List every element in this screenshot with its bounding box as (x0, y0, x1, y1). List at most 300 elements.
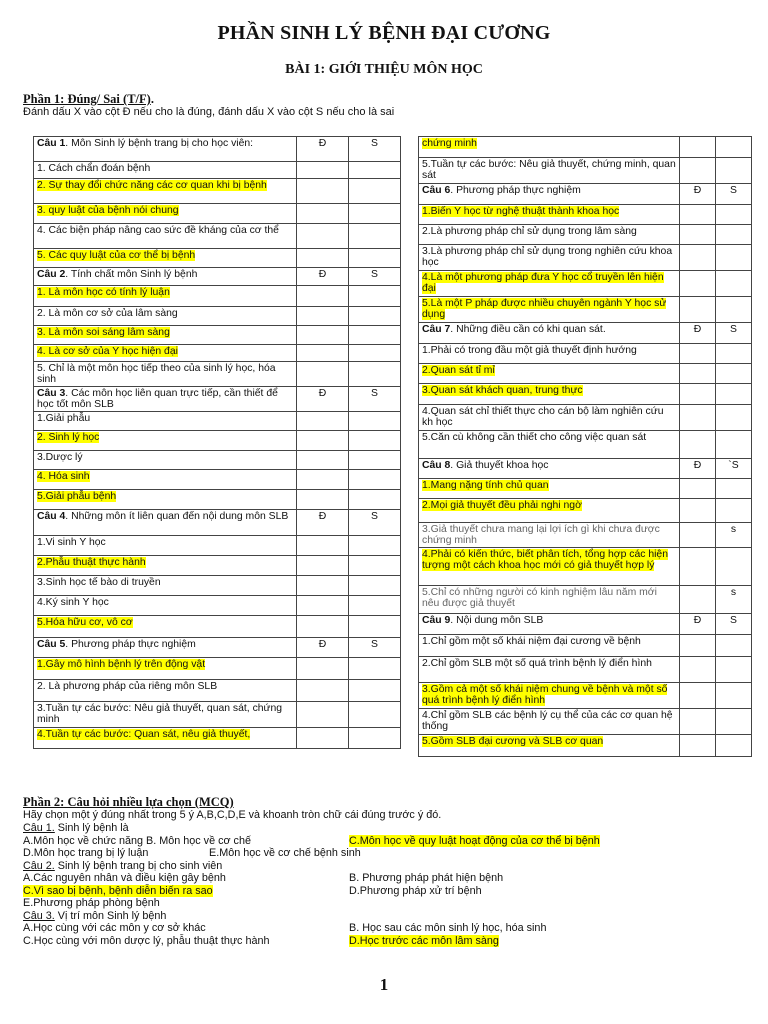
mcq-option[interactable] (349, 872, 503, 884)
false-answer-cell[interactable] (716, 499, 752, 523)
mcq-option[interactable] (349, 835, 600, 847)
false-answer-cell[interactable] (716, 431, 752, 459)
false-answer-cell[interactable] (716, 635, 752, 657)
false-answer-cell[interactable] (349, 616, 401, 638)
true-answer-cell[interactable] (680, 735, 716, 757)
true-answer-cell[interactable] (297, 680, 349, 702)
mcq-option-text: B. Học sau các môn sinh lý học, hóa sinh (349, 922, 547, 934)
question-label: Câu 9 (422, 615, 451, 626)
statement-text: 4.Phải có kiến thức, biết phân tích, tổng hợp các hiện tượng một cách khoa học mới có giả thuyết hợp lý (422, 549, 668, 571)
false-answer-cell[interactable] (716, 205, 752, 225)
false-answer-cell[interactable] (716, 271, 752, 297)
statement-row (419, 479, 752, 499)
statement-text: 3.Quan sát khách quan, trung thực (422, 385, 583, 396)
statement-cell (419, 635, 680, 657)
false-answer-cell[interactable] (349, 490, 401, 510)
mcq-option-text: D.Môn học trang bị lý luận (23, 847, 149, 859)
true-answer-cell[interactable] (297, 204, 349, 224)
false-answer-cell[interactable] (349, 204, 401, 224)
question-label: Câu 8 (422, 460, 451, 471)
statement-text: 2. Sự thay đổi chức năng các cơ quan khi bị bệnh (37, 180, 267, 191)
page-title: PHẦN SINH LÝ BỆNH ĐẠI CƯƠNG (217, 22, 551, 44)
true-answer-cell[interactable] (680, 635, 716, 657)
question-label: Câu 5 (37, 639, 66, 650)
statement-row (419, 245, 752, 271)
true-answer-cell[interactable] (680, 499, 716, 523)
false-answer-cell[interactable]: s (716, 586, 752, 614)
statement-cell (419, 158, 680, 184)
statement-row (34, 362, 401, 387)
statement-row (34, 326, 401, 345)
statement-cell (419, 384, 680, 405)
true-answer-cell[interactable] (680, 709, 716, 735)
part1-heading (23, 92, 154, 107)
statement-row (34, 286, 401, 307)
true-column-header: Đ (680, 323, 716, 344)
statement-cell (419, 225, 680, 245)
true-answer-cell[interactable] (297, 345, 349, 362)
statement-text: 2.Là phương pháp chỉ sử dụng trong lâm sàng (422, 226, 637, 237)
false-answer-cell[interactable] (716, 735, 752, 757)
statement-text: chứng minh (422, 138, 477, 149)
question-text: . Giả thuyết khoa học (450, 460, 549, 471)
true-answer-cell[interactable] (297, 702, 349, 728)
statement-row (419, 405, 752, 431)
statement-cell (34, 268, 297, 286)
false-answer-cell[interactable] (716, 657, 752, 683)
statement-cell (34, 490, 297, 510)
true-answer-cell[interactable] (297, 412, 349, 431)
statement-cell (419, 657, 680, 683)
statement-text: 3. Là môn soi sáng lâm sàng (37, 327, 170, 338)
false-column-header: S (716, 614, 752, 635)
statement-cell (34, 137, 297, 162)
true-answer-cell[interactable] (680, 271, 716, 297)
true-column-header: Đ (297, 387, 349, 412)
statement-cell (419, 323, 680, 344)
statement-cell (419, 431, 680, 459)
false-answer-cell[interactable] (349, 728, 401, 749)
statement-row (419, 344, 752, 364)
statement-text: 1.Phải có trong đầu một giả thuyết định hướng (422, 345, 637, 356)
mcq-option-text: C.Vì sao bị bệnh, bệnh diễn biến ra sao (23, 884, 213, 897)
true-answer-cell[interactable] (297, 179, 349, 204)
part2-instruction: Hãy chọn một ý đúng nhất trong 5 ý A,B,C,D,E và khoanh tròn chữ cái đúng trước ý đó. (23, 809, 442, 821)
statement-cell (34, 638, 297, 658)
question-header-row (419, 614, 752, 635)
statement-text: 1.Chỉ gồm một số khái niệm đại cương về bệnh (422, 636, 641, 647)
false-answer-cell[interactable] (349, 286, 401, 307)
statement-text: 5.Là một P pháp được nhiều chuyên ngành Y học sử dụng (422, 298, 667, 320)
true-answer-cell[interactable] (680, 245, 716, 271)
statement-cell (419, 271, 680, 297)
true-answer-cell[interactable] (680, 523, 716, 548)
false-answer-cell[interactable] (349, 658, 401, 680)
true-answer-cell[interactable] (680, 479, 716, 499)
true-answer-cell[interactable] (297, 658, 349, 680)
true-answer-cell[interactable] (680, 548, 716, 586)
mcq-question-text: Sinh lý bệnh trang bị cho sinh viên (54, 859, 223, 872)
false-column-header: S (716, 323, 752, 344)
statement-cell (34, 510, 297, 536)
false-answer-cell[interactable] (349, 680, 401, 702)
statement-row (34, 162, 401, 179)
mcq-option[interactable] (23, 935, 269, 947)
statement-text: 2.Phẫu thuật thực hành (37, 557, 146, 568)
statement-cell (419, 405, 680, 431)
false-answer-cell[interactable] (716, 137, 752, 158)
false-answer-cell[interactable]: s (716, 523, 752, 548)
false-answer-cell[interactable] (716, 158, 752, 184)
statement-text: 3. quy luật của bệnh nói chung (37, 205, 179, 216)
statement-row (419, 137, 752, 158)
statement-text: 5.Giải phẫu bệnh (37, 491, 117, 502)
false-column-header: S (349, 510, 401, 536)
part1-heading-tail: . (150, 92, 154, 106)
false-answer-cell[interactable] (716, 384, 752, 405)
question-header-row (419, 323, 752, 344)
true-answer-cell[interactable] (680, 137, 716, 158)
statement-row (419, 548, 752, 586)
statement-cell (34, 307, 297, 326)
statement-cell (419, 735, 680, 757)
statement-cell (419, 479, 680, 499)
mcq-question-stem (23, 910, 166, 922)
true-answer-cell[interactable] (680, 384, 716, 405)
statement-cell (34, 412, 297, 431)
mcq-option-text: A.Môn học về chức năng B. Môn học về cơ chế (23, 834, 251, 847)
statement-cell (419, 586, 680, 614)
true-column-header: Đ (680, 614, 716, 635)
mcq-question-text: Sinh lý bệnh là (54, 822, 129, 834)
statement-cell (419, 245, 680, 271)
statement-text: 4.Chỉ gồm SLB các bệnh lý cụ thể của các cơ quan hệ thống (422, 710, 673, 732)
statement-cell (34, 536, 297, 556)
statement-text: 5.Chỉ có những người có kinh nghiệm lâu năm mới nêu được giả thuyết (422, 587, 657, 609)
false-answer-cell[interactable] (349, 556, 401, 576)
mcq-option-text: E.Môn học về cơ chế bệnh sinh (209, 847, 361, 859)
statement-row (419, 709, 752, 735)
statement-cell (34, 596, 297, 616)
true-answer-cell[interactable] (680, 431, 716, 459)
statement-row (419, 586, 752, 614)
mcq-option[interactable] (349, 922, 546, 934)
statement-cell (34, 702, 297, 728)
statement-row (34, 702, 401, 728)
false-answer-cell[interactable] (349, 345, 401, 362)
mcq-question-stem (23, 860, 222, 872)
true-answer-cell[interactable] (297, 362, 349, 387)
true-answer-cell[interactable] (297, 224, 349, 249)
statement-cell (419, 683, 680, 709)
statement-cell (34, 224, 297, 249)
statement-text: 5. Chỉ là một môn học tiếp theo của sinh lý học, hóa sinh (37, 363, 276, 385)
true-answer-cell[interactable] (297, 249, 349, 268)
false-answer-cell[interactable] (349, 576, 401, 596)
statement-text: 3.Giả thuyết chưa mang lại lợi ích gì khi chưa được chứng minh (422, 524, 660, 546)
false-answer-cell[interactable] (349, 249, 401, 268)
part2-heading-text: Phần 2: Câu hỏi nhiều lựa chọn (MCQ) (23, 795, 234, 809)
statement-cell (419, 459, 680, 479)
true-answer-cell[interactable] (680, 344, 716, 364)
statement-row (34, 249, 401, 268)
false-answer-cell[interactable] (716, 225, 752, 245)
mcq-question-text: Vị trí môn Sinh lý bệnh (54, 909, 167, 922)
true-answer-cell[interactable] (297, 162, 349, 179)
statement-cell (34, 204, 297, 224)
statement-text: 3.Dược lý (37, 452, 83, 463)
statement-cell (419, 297, 680, 323)
part2-heading (23, 795, 234, 810)
true-column-header: Đ (297, 638, 349, 658)
statement-text: 4. Hóa sinh (37, 471, 90, 482)
question-label: Câu 7 (422, 324, 451, 335)
question-text: . Phương pháp thực nghiệm (65, 639, 196, 650)
false-answer-cell[interactable] (349, 431, 401, 451)
false-answer-cell[interactable] (349, 326, 401, 345)
mcq-question-label: Câu 1. (23, 822, 55, 834)
statement-cell (419, 614, 680, 635)
true-answer-cell[interactable] (680, 657, 716, 683)
mcq-option[interactable] (23, 897, 160, 909)
true-answer-cell[interactable] (297, 307, 349, 326)
statement-cell (34, 728, 297, 749)
statement-row (34, 490, 401, 510)
statement-cell (34, 451, 297, 470)
statement-cell (419, 523, 680, 548)
false-answer-cell[interactable] (716, 548, 752, 586)
statement-cell (34, 387, 297, 412)
false-answer-cell[interactable] (349, 362, 401, 387)
statement-row (34, 556, 401, 576)
true-answer-cell[interactable] (680, 364, 716, 384)
statement-row (34, 728, 401, 749)
statement-row (419, 431, 752, 459)
mcq-option[interactable] (23, 847, 148, 859)
true-answer-cell[interactable] (297, 286, 349, 307)
question-label: Câu 1 (37, 138, 66, 149)
statement-text: 5. Các quy luật của cơ thể bị bệnh (37, 250, 196, 261)
statement-row (34, 345, 401, 362)
statement-cell (419, 499, 680, 523)
statement-text: 4. Các biện pháp nâng cao sức đề kháng của cơ thể (37, 225, 279, 236)
statement-text: 3.Tuần tự các bước: Nêu giả thuyết, quan sát, chứng minh (37, 703, 283, 725)
statement-row (34, 431, 401, 451)
statement-row (419, 499, 752, 523)
statement-cell (419, 205, 680, 225)
false-answer-cell[interactable] (349, 179, 401, 204)
true-answer-cell[interactable] (680, 405, 716, 431)
statement-row (34, 224, 401, 249)
false-column-header: S (349, 137, 401, 162)
true-answer-cell[interactable] (297, 451, 349, 470)
true-column-header: Đ (297, 137, 349, 162)
true-answer-cell[interactable] (297, 616, 349, 638)
statement-cell (34, 576, 297, 596)
true-column-header: Đ (297, 268, 349, 286)
false-answer-cell[interactable] (349, 470, 401, 490)
false-answer-cell[interactable] (349, 307, 401, 326)
statement-cell (34, 345, 297, 362)
question-label: Câu 3 (37, 388, 66, 399)
false-answer-cell[interactable] (349, 162, 401, 179)
statement-row (34, 536, 401, 556)
statement-cell (34, 249, 297, 268)
statement-row (419, 205, 752, 225)
statement-text: 2. Là phương pháp của riêng môn SLB (37, 681, 218, 692)
question-header-row (34, 268, 401, 286)
false-column-header: S (349, 268, 401, 286)
question-header-row (34, 387, 401, 412)
mcq-option-text: C.Học cùng với môn dược lý, phẫu thuật thực hành (23, 934, 270, 947)
question-text: . Môn Sinh lý bệnh trang bị cho học viên: (65, 138, 254, 149)
false-answer-cell[interactable] (349, 451, 401, 470)
question-header-row (419, 459, 752, 479)
false-answer-cell[interactable] (716, 364, 752, 384)
false-column-header: `S (716, 459, 752, 479)
statement-text: 3.Sinh học tế bào di truyền (37, 577, 161, 588)
mcq-option-text: A.Các nguyên nhân và điều kiện gây bệnh (23, 872, 226, 884)
true-column-header: Đ (680, 184, 716, 205)
mcq-question-label: Câu 2. (23, 859, 55, 872)
part1-heading-text: Phần 1: Đúng/ Sai (T/F) (23, 92, 151, 106)
false-answer-cell[interactable] (716, 683, 752, 709)
question-text: . Phương pháp thực nghiệm (450, 185, 581, 196)
statement-text: 5.Tuần tự các bước: Nêu giả thuyết, chứng minh, quan sát (422, 159, 676, 181)
statement-row (419, 635, 752, 657)
statement-cell (34, 162, 297, 179)
statement-text: 1. Là môn học có tính lý luận (37, 287, 170, 298)
true-answer-cell[interactable] (680, 225, 716, 245)
statement-row (419, 297, 752, 323)
statement-text: 2. Sinh lý học (37, 432, 100, 443)
statement-cell (34, 658, 297, 680)
question-label: Câu 4 (37, 511, 66, 522)
statement-text: 4.Quan sát chỉ thiết thực cho cán bộ làm nghiên cứu kh học (422, 406, 664, 428)
question-header-row (419, 184, 752, 205)
statement-row (419, 271, 752, 297)
question-text: . Những điều cần có khi quan sát. (450, 324, 606, 335)
false-answer-cell[interactable] (716, 297, 752, 323)
statement-cell (419, 344, 680, 364)
true-column-header: Đ (680, 459, 716, 479)
statement-row (34, 596, 401, 616)
false-answer-cell[interactable] (349, 224, 401, 249)
statement-row (419, 683, 752, 709)
question-text: . Nội dung môn SLB (450, 615, 544, 626)
true-answer-cell[interactable] (297, 728, 349, 749)
true-answer-cell[interactable] (680, 683, 716, 709)
statement-text: 5.Gồm SLB đại cương và SLB cơ quan (422, 736, 604, 747)
question-label: Câu 2 (37, 269, 66, 280)
true-answer-cell[interactable] (297, 576, 349, 596)
statement-cell (419, 709, 680, 735)
statement-row (419, 384, 752, 405)
true-answer-cell[interactable] (297, 490, 349, 510)
false-answer-cell[interactable] (716, 405, 752, 431)
false-answer-cell[interactable] (349, 536, 401, 556)
question-header-row (34, 137, 401, 162)
mcq-option[interactable] (349, 935, 499, 947)
statement-text: 2.Chỉ gồm SLB một số quá trình bệnh lý điển hình (422, 658, 652, 669)
false-answer-cell[interactable] (349, 702, 401, 728)
false-answer-cell[interactable] (716, 709, 752, 735)
statement-text: 4.Ký sinh Y học (37, 597, 109, 608)
statement-row (419, 735, 752, 757)
true-answer-cell[interactable] (297, 536, 349, 556)
mcq-option-text: E.Phương pháp phòng bệnh (23, 897, 160, 909)
mcq-option[interactable] (23, 835, 251, 847)
false-column-header: S (349, 638, 401, 658)
mcq-option-text: A.Học cùng với các môn y cơ sở khác (23, 922, 206, 934)
true-answer-cell[interactable] (297, 326, 349, 345)
true-answer-cell[interactable] (680, 297, 716, 323)
question-header-row (34, 510, 401, 536)
statement-cell (34, 179, 297, 204)
true-answer-cell[interactable] (297, 470, 349, 490)
true-answer-cell[interactable] (680, 205, 716, 225)
statement-text: 4.Là một phương pháp đưa Y học cổ truyền lên hiện đại (422, 272, 664, 294)
statement-text: 1. Cách chẩn đoán bệnh (37, 163, 151, 174)
false-answer-cell[interactable] (349, 596, 401, 616)
statement-text: 3.Gồm cả một số khái niệm chung về bệnh và một số quá trình bệnh lý điển hình (422, 684, 668, 706)
statement-text: 1.Vi sinh Y học (37, 537, 106, 548)
statement-cell (419, 137, 680, 158)
statement-row (34, 204, 401, 224)
statement-row (34, 576, 401, 596)
statement-text: 3.Là phương pháp chỉ sử dụng trong nghiên cứu khoa học (422, 246, 673, 268)
mcq-option[interactable] (209, 847, 361, 859)
statement-text: 1.Mang nặng tính chủ quan (422, 480, 549, 491)
lesson-subtitle: BÀI 1: GIỚI THIỆU MÔN HỌC (285, 62, 483, 77)
statement-cell (34, 362, 297, 387)
statement-text: 5.Hóa hữu cơ, vô cơ (37, 617, 133, 628)
mcq-question-label: Câu 3. (23, 909, 55, 922)
question-text: . Tính chất môn Sinh lý bệnh (65, 269, 198, 280)
question-text: . Những môn ít liên quan đến nội dung môn SLB (65, 511, 289, 522)
statement-text: 2. Là môn cơ sở của lâm sàng (37, 308, 178, 319)
true-answer-cell[interactable] (297, 431, 349, 451)
statement-row (34, 470, 401, 490)
false-column-header: S (716, 184, 752, 205)
mcq-option[interactable] (23, 872, 226, 884)
statement-text: 4. Là cơ sở của Y học hiện đại (37, 346, 178, 357)
page-number: 1 (379, 975, 389, 994)
true-answer-cell[interactable] (297, 596, 349, 616)
true-answer-cell[interactable] (680, 158, 716, 184)
true-column-header: Đ (297, 510, 349, 536)
false-answer-cell[interactable] (716, 344, 752, 364)
statement-row (419, 158, 752, 184)
mcq-option[interactable] (349, 885, 482, 897)
true-answer-cell[interactable] (297, 556, 349, 576)
mcq-question-stem (23, 822, 129, 834)
statement-text: 1.Biến Y học từ nghệ thuật thành khoa học (422, 206, 620, 217)
statement-row (34, 680, 401, 702)
false-answer-cell[interactable] (716, 479, 752, 499)
false-answer-cell[interactable] (716, 245, 752, 271)
true-false-table-left (33, 136, 401, 749)
mcq-option[interactable] (23, 922, 206, 934)
statement-row (34, 412, 401, 431)
statement-cell (419, 364, 680, 384)
false-answer-cell[interactable] (349, 412, 401, 431)
statement-text: 4.Tuần tự các bước: Quan sát, nêu giả thuyết, (37, 729, 251, 740)
true-answer-cell[interactable] (680, 586, 716, 614)
mcq-option[interactable] (23, 885, 213, 897)
mcq-option-text: B. Phương pháp phát hiện bệnh (349, 872, 504, 884)
mcq-option-text: D.Học trước các môn lâm sàng (349, 934, 499, 947)
